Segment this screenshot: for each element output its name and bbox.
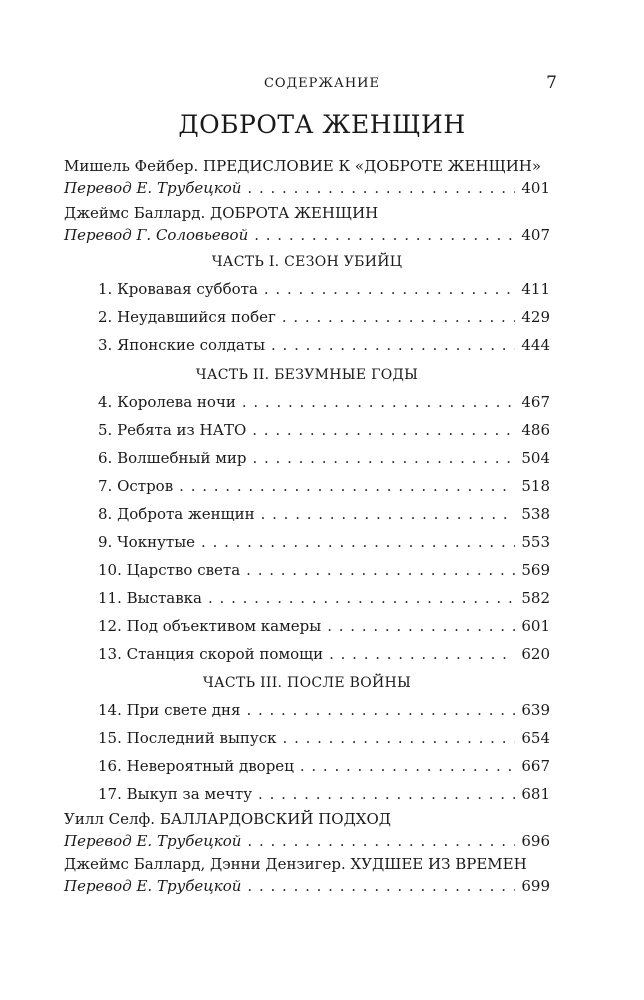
toc-entry-afterword[interactable] [64,808,550,852]
page-ref: 401 [521,179,550,197]
page-ref: 504 [521,449,550,467]
toc-entry-title-work[interactable] [64,202,550,246]
chapter-label: 9. Чокнутые [98,533,196,551]
running-title: СОДЕРЖАНИЕ [263,76,381,91]
leader-dots [327,615,515,637]
chapter-label: 17. Выкуп за мечту [98,785,253,803]
page-ref: 620 [521,645,550,663]
leader-dots [252,447,515,469]
page-ref: 518 [521,477,550,495]
page-ref: 681 [521,785,550,803]
page-ref: 654 [521,729,550,747]
part-heading: ЧАСТЬ II. БЕЗУМНЫЕ ГОДЫ [195,367,419,383]
chapter-label: 8. Доброта женщин [98,505,255,523]
toc-chapter[interactable] [64,755,550,777]
chapter-label: 7. Остров [98,477,174,495]
page-ref: 601 [521,617,550,635]
book-title: ДОБРОТА ЖЕНЩИН [178,110,466,139]
leader-dots [252,419,515,441]
toc-chapter[interactable] [64,391,550,413]
toc-chapter[interactable] [64,334,550,356]
leader-dots [258,783,515,805]
running-header [0,73,644,97]
toc-chapter[interactable] [64,783,550,805]
toc-chapter[interactable] [64,306,550,328]
leader-dots [283,727,516,749]
chapter-label: 12. Под объективом камеры [98,617,322,635]
chapter-label: 11. Выставка [98,589,202,607]
translator: Перевод Г. Соловьевой [64,226,249,244]
chapter-label: 15. Последний выпуск [98,729,277,747]
toc-chapter[interactable] [64,503,550,525]
page-number: 7 [546,73,557,93]
chapter-label: 4. Королева ночи [98,393,236,411]
leader-dots [208,587,515,609]
page-ref: 553 [521,533,550,551]
leader-dots [282,306,516,328]
translator: Перевод Е. Трубецкой [64,877,242,895]
toc-chapter[interactable] [64,475,550,497]
leader-dots [247,177,515,199]
page-ref: 407 [521,226,550,244]
chapter-label: 6. Волшебный мир [98,449,247,467]
leader-dots [247,830,515,852]
leader-dots [329,643,515,665]
part-heading: ЧАСТЬ I. СЕЗОН УБИЙЦ [211,254,403,270]
entry-heading: Джеймс Баллард. ДОБРОТА ЖЕНЩИН [64,204,379,222]
leader-dots [271,334,515,356]
entry-heading: Уилл Селф. БАЛЛАРДОВСКИЙ ПОДХОД [64,810,391,828]
leader-dots [261,503,516,525]
page-ref: 569 [521,561,550,579]
translator: Перевод Е. Трубецкой [64,179,242,197]
chapter-label: 14. При свете дня [98,701,241,719]
page-ref: 696 [521,832,550,850]
page-ref: 699 [521,877,550,895]
chapter-label: 5. Ребята из НАТО [98,421,247,439]
leader-dots [242,391,516,413]
leader-dots [300,755,516,777]
page-ref: 486 [521,421,550,439]
leader-dots [264,278,515,300]
page-ref: 444 [521,336,550,354]
entry-heading: Джеймс Баллард, Дэнни Дензигер. ХУДШЕЕ ИЗ ВРЕМЕН [64,855,527,873]
toc-chapter[interactable] [64,419,550,441]
page-ref: 411 [521,280,550,298]
toc-chapter[interactable] [64,615,550,637]
entry-translator-line [64,224,550,246]
page-ref: 639 [521,701,550,719]
chapter-label: 2. Неудавшийся побег [98,308,276,326]
entry-translator-line [64,830,550,852]
leader-dots [201,531,515,553]
page-ref: 467 [521,393,550,411]
part-heading: ЧАСТЬ III. ПОСЛЕ ВОЙНЫ [202,675,412,691]
toc-chapter[interactable] [64,278,550,300]
chapter-label: 3. Японские солдаты [98,336,266,354]
entry-translator-line [64,875,550,897]
leader-dots [247,875,515,897]
leader-dots [246,699,515,721]
toc-entry-interview[interactable] [64,853,550,897]
leader-dots [254,224,515,246]
toc-chapter[interactable] [64,587,550,609]
chapter-label: 1. Кровавая суббота [98,280,258,298]
toc-entry-preface[interactable] [64,155,550,199]
translator: Перевод Е. Трубецкой [64,832,242,850]
leader-dots [246,559,515,581]
toc-chapter[interactable] [64,447,550,469]
leader-dots [179,475,515,497]
entry-heading: Мишель Фейбер. ПРЕДИСЛОВИЕ К «ДОБРОТЕ ЖЕНЩИН» [64,157,542,175]
toc-chapter[interactable] [64,727,550,749]
chapter-label: 13. Станция скорой помощи [98,645,324,663]
toc-chapter[interactable] [64,699,550,721]
page-ref: 429 [521,308,550,326]
chapter-label: 16. Невероятный дворец [98,757,294,775]
toc-chapter[interactable] [64,643,550,665]
page-ref: 667 [521,757,550,775]
page-ref: 538 [521,505,550,523]
entry-translator-line [64,177,550,199]
toc-chapter[interactable] [64,559,550,581]
toc-chapter[interactable] [64,531,550,553]
page-ref: 582 [521,589,550,607]
chapter-label: 10. Царство света [98,561,241,579]
